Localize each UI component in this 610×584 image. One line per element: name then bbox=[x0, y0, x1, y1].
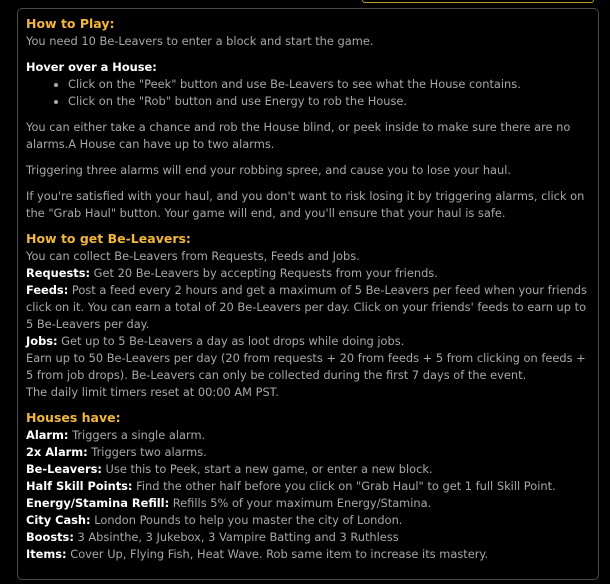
houses-heading: Houses have: bbox=[26, 410, 121, 425]
get-beleavers-heading: How to get Be-Leavers: bbox=[26, 231, 191, 246]
house-item-beleavers bbox=[26, 461, 590, 478]
house-item-label: Half Skill Points: bbox=[26, 479, 133, 493]
hover-house-list bbox=[26, 76, 590, 110]
top-tab-outline bbox=[362, 0, 594, 3]
requests-row bbox=[26, 265, 590, 282]
house-item-label: City Cash: bbox=[26, 513, 91, 527]
house-item-label: Alarm: bbox=[26, 428, 69, 442]
reset-time: The daily limit timers reset at 00:00 AM PST. bbox=[26, 385, 279, 399]
chance-paragraph: You can either take a chance and rob the House blind, or peek inside to make sure there are no alarms.A House can have up to two alarms. bbox=[26, 120, 571, 151]
hover-house-heading: Hover over a House: bbox=[26, 60, 157, 74]
peek-instruction: • Click on the "Peek" button and use Be-Leavers to see what the House contains. bbox=[68, 76, 590, 93]
jobs-label: Jobs: bbox=[26, 334, 58, 348]
house-item-energy-refill bbox=[26, 495, 590, 512]
house-item-label: Boosts: bbox=[26, 530, 74, 544]
house-item-city-cash bbox=[26, 512, 590, 529]
house-item-text: London Pounds to help you master the city of London. bbox=[90, 513, 403, 527]
house-item-text: Triggers a single alarm. bbox=[68, 428, 206, 442]
alarms-paragraph: Triggering three alarms will end your robbing spree, and cause you to lose your haul. bbox=[26, 163, 512, 177]
feeds-row bbox=[26, 282, 590, 333]
houses-list bbox=[26, 427, 590, 563]
house-item-text: 3 Absinthe, 3 Jukebox, 3 Vampire Batting and 3 Ruthless bbox=[73, 530, 399, 544]
house-item-text: Cover Up, Flying Fish, Heat Wave. Rob same item to increase its mastery. bbox=[66, 547, 489, 561]
feeds-text: Post a feed every 2 hours and get a maximum of 5 Be-Leavers per feed when your friends click on it. You can earn a total of 20 Be-Leavers per day. Click on your friends' feeds to earn up to 5 Be-Leavers per day. bbox=[26, 283, 587, 331]
grab-haul-paragraph: If you're satisfied with your haul, and you don't want to risk losing it by triggering alarms, click on the "Grab Haul" button. Your game will end, and you'll ensure that your haul is safe. bbox=[26, 189, 585, 220]
get-beleavers-intro: You can collect Be-Leavers from Requests, Feeds and Jobs. bbox=[26, 249, 360, 263]
house-item-label: Be-Leavers: bbox=[26, 462, 102, 476]
house-item-label: Energy/Stamina Refill: bbox=[26, 496, 170, 510]
rob-instruction: • Click on the "Rob" button and use Energy to rob the House. bbox=[68, 93, 590, 110]
requests-text: Get 20 Be-Leavers by accepting Requests from your friends. bbox=[90, 266, 438, 280]
how-to-play-intro: You need 10 Be-Leavers to enter a block and start the game. bbox=[26, 34, 374, 48]
house-item-items bbox=[26, 546, 590, 563]
house-item-half-skill-points bbox=[26, 478, 590, 495]
house-item-text: Find the other half before you click on "Grab Haul" to get 1 full Skill Point. bbox=[132, 479, 556, 493]
house-item-label: 2x Alarm: bbox=[26, 445, 88, 459]
instructions-panel bbox=[17, 8, 599, 580]
house-item-alarm bbox=[26, 427, 590, 444]
house-item-text: Refills 5% of your maximum Energy/Stamina. bbox=[169, 496, 432, 510]
house-item-text: Triggers two alarms. bbox=[87, 445, 207, 459]
jobs-text: Get up to 5 Be-Leavers a day as loot drops while doing jobs. bbox=[57, 334, 405, 348]
house-item-label: Items: bbox=[26, 547, 67, 561]
house-item-boosts bbox=[26, 529, 590, 546]
how-to-play-heading: How to Play: bbox=[26, 16, 115, 31]
house-item-text: Use this to Peek, start a new game, or enter a new block. bbox=[101, 462, 433, 476]
requests-label: Requests: bbox=[26, 266, 91, 280]
jobs-row bbox=[26, 333, 590, 350]
feeds-label: Feeds: bbox=[26, 283, 69, 297]
house-item-2x-alarm bbox=[26, 444, 590, 461]
daily-summary: Earn up to 50 Be-Leavers per day (20 from requests + 20 from feeds + 5 from clicking on feeds + 5 from job drops). Be-Leavers can only be collected during the first 7 days of the event. bbox=[26, 351, 586, 382]
